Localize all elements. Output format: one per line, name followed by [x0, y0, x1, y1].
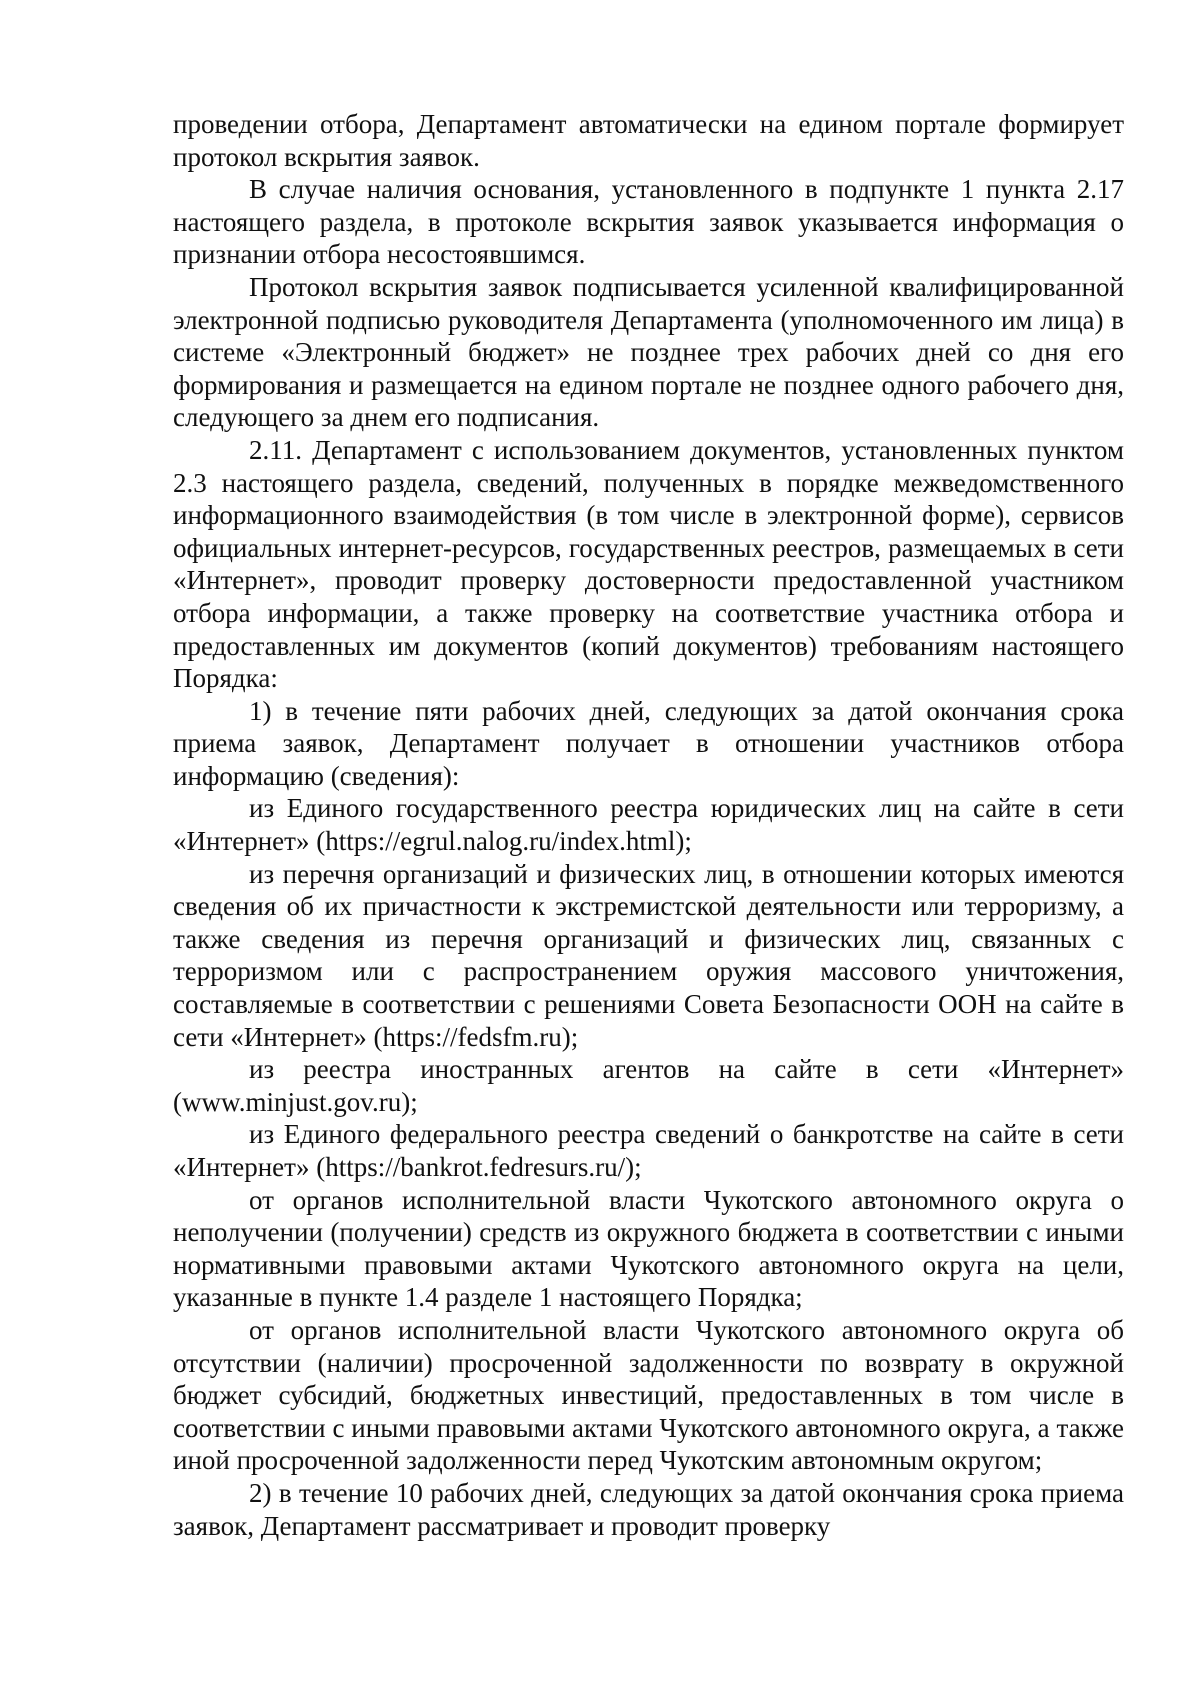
paragraph-2-11: 2.11. Департамент с использованием документов, установленных пунктом 2.3 настоящего раздела, сведений, полученных в порядке межведомственного информационного взаимодействия (в том числе в электронной форме), сервисов официальных интернет-ресурсов, государственных реестров, размещаемых в сети «Интернет», проводит проверку достоверности предоставленной участником отбора информации, а также проверку на соответствие участника отбора и предоставленных им документов (копий документов) требованиям настоящего Порядка:: [173, 434, 1124, 694]
paragraph-item-2: 2) в течение 10 рабочих дней, следующих за датой окончания срока приема заявок, Департамент рассматривает и проводит проверку: [173, 1477, 1124, 1541]
paragraph-egrul: из Единого государственного реестра юридических лиц на сайте в сети «Интернет» (https://egrul.nalog.ru/index.html);: [173, 793, 1124, 857]
document-body: [173, 108, 1124, 1542]
paragraph-item-1: 1) в течение пяти рабочих дней, следующих за датой окончания срока приема заявок, Департамент получает в отношении участников отбора информацию (сведения):: [173, 695, 1124, 791]
paragraph-grounds: В случае наличия основания, установленного в подпункте 1 пункта 2.17 настоящего раздела, в протоколе вскрытия заявок указывается информация о признании отбора несостоявшимся.: [173, 174, 1124, 270]
paragraph-bankruptcy: из Единого федерального реестра сведений о банкротстве на сайте в сети «Интернет» (https://bankrot.fedresurs.ru/);: [173, 1119, 1124, 1182]
paragraph-continuation: проведении отбора, Департамент автоматически на едином портале формирует протокол вскрытия заявок.: [173, 109, 1124, 172]
paragraph-extremism-list: из перечня организаций и физических лиц, в отношении которых имеются сведения об их причастности к экстремистской деятельности или терроризму, а также сведения из перечня организаций и физических лиц, связанных с терроризмом или с распространением оружия массового уничтожения, составляемые в соответствии с решениями Совета Безопасности ООН на сайте в сети «Интернет» (https://fedsfm.ru);: [173, 858, 1124, 1052]
paragraph-foreign-agents: из реестра иностранных агентов на сайте в сети «Интернет» (www.minjust.gov.ru);: [173, 1054, 1124, 1117]
paragraph-non-receipt-funds: от органов исполнительной власти Чукотского автономного округа о неполучении (получении) средств из окружного бюджета в соответствии с иными нормативными правовыми актами Чукотского автономного округа на цели, указанные в пункте 1.4 разделе 1 настоящего Порядка;: [173, 1184, 1124, 1313]
paragraph-protocol-signing: Протокол вскрытия заявок подписывается усиленной квалифицированной электронной подписью руководителя Департамента (уполномоченного им лица) в системе «Электронный бюджет» не позднее трех рабочих дней со дня его формирования и размещается на едином портале не позднее одного рабочего дня, следующего за днем его подписания.: [173, 271, 1124, 433]
paragraph-overdue-debt: от органов исполнительной власти Чукотского автономного округа об отсутствии (наличии) просроченной задолженности по возврату в окружной бюджет субсидий, бюджетных инвестиций, предоставленных в том числе в соответствии с иными правовыми актами Чукотского автономного округа, а также иной просроченной задолженности перед Чукотским автономным округом;: [173, 1314, 1124, 1476]
